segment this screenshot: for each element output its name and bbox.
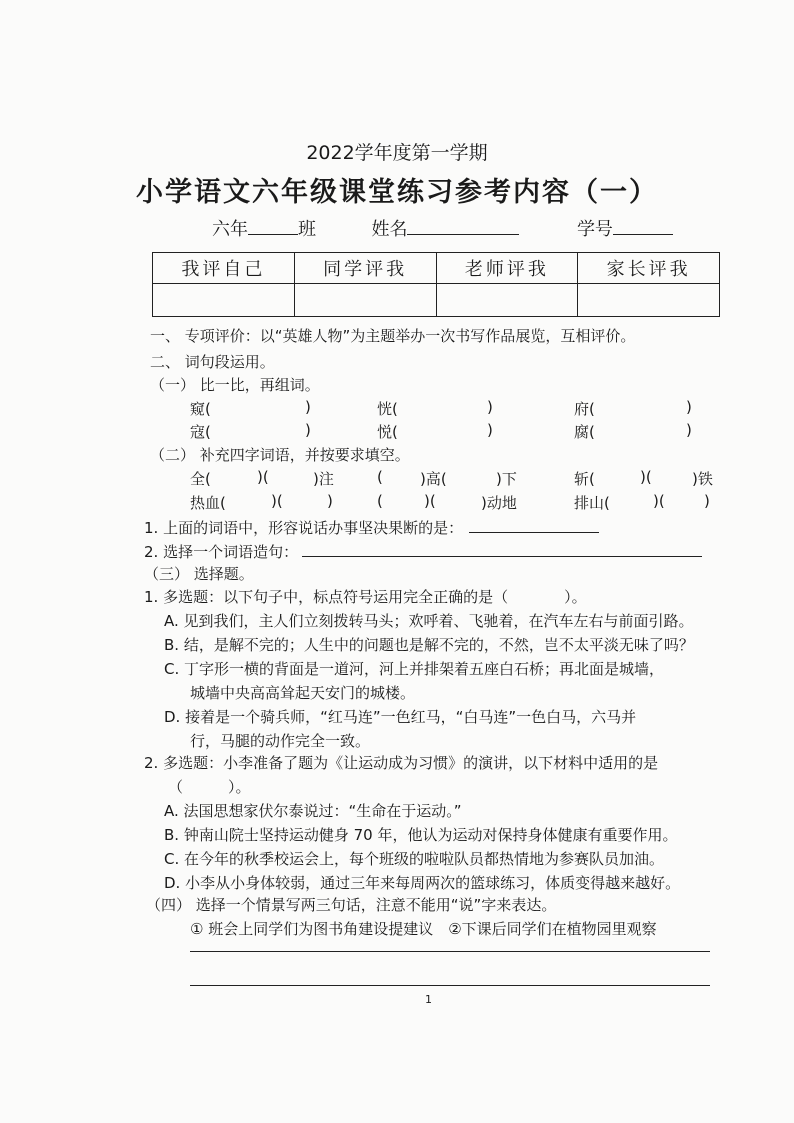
part-3-question-1-end: ）。 xyxy=(564,588,587,606)
p1-r2-c2-open: 悦( xyxy=(377,423,398,441)
p2-r2-seg8: )( xyxy=(653,492,665,510)
eval-peer-cell[interactable] xyxy=(294,284,436,317)
section-1-text: 一、 专项评价：以“英雄人物”为主题举办一次书写作品展览，互相评价。 xyxy=(150,327,636,345)
q2-option-b: B. 钟南山院士坚持运动健身 70 年，他认为运动对保持身体健康有重要作用。 xyxy=(164,826,678,844)
p1-r2-c1-open: 寇( xyxy=(190,423,211,441)
name-label: 姓名 xyxy=(371,219,408,240)
answer-line-4-1[interactable] xyxy=(190,951,710,952)
eval-teacher-header: 老师评我 xyxy=(436,253,578,284)
part-3-question-1-text: 1. 多选题：以下句子中，标点符号运用完全正确的是（ xyxy=(144,588,509,606)
evaluation-header-row xyxy=(153,253,720,284)
p2-r1-seg7: 斩( xyxy=(574,470,595,488)
part-2-question-1 xyxy=(144,517,599,538)
part-4-title: （四） 选择一个情景写两三句话，注意不能用“说”字来表达。 xyxy=(146,896,557,914)
p2-r1-seg2: )( xyxy=(257,468,269,486)
answer-line-2-1[interactable] xyxy=(469,518,599,533)
part-2-title: （二） 补充四字词语，并按要求填空。 xyxy=(150,446,410,464)
student-info-line xyxy=(212,215,673,241)
page-number: 1 xyxy=(425,993,432,1006)
part-2-question-2 xyxy=(144,541,702,562)
q2-option-a: A. 法国思想家伏尔泰说过：“生命在于运动。” xyxy=(164,802,462,820)
eval-peer-header: 同学评我 xyxy=(294,253,436,284)
p2-r1-seg3: )注 xyxy=(313,470,334,488)
answer-line-4-2[interactable] xyxy=(190,985,710,986)
p2-r1-seg6: )下 xyxy=(496,470,517,488)
p2-r2-seg9: ) xyxy=(704,492,710,510)
q2-option-d: D. 小李从小身体较弱，通过三年来每周两次的篮球练习，体质变得越来越好。 xyxy=(164,874,681,892)
p2-r1-seg9: )铁 xyxy=(692,470,713,488)
part-3-title: （三） 选择题。 xyxy=(144,565,254,583)
part-3-question-2-blank[interactable]: （ ）。 xyxy=(168,778,251,796)
p1-r1-c3-close: ) xyxy=(686,398,692,416)
part-3-question-2: 2. 多选题：小李准备了题为《让运动成为习惯》的演讲，以下材料中适用的是 xyxy=(144,754,659,772)
p1-r1-c3-open: 府( xyxy=(574,400,595,418)
id-label: 学号 xyxy=(576,219,613,240)
p1-r1-c2-open: 恍( xyxy=(377,400,398,418)
p1-r2-c3-open: 腐( xyxy=(574,423,595,441)
p1-r1-c1-open: 窥( xyxy=(190,400,211,418)
part-1-title: （一） 比一比，再组词。 xyxy=(150,376,320,394)
eval-self-cell[interactable] xyxy=(153,284,295,317)
q1-option-a: A. 见到我们，主人们立刻拨转马头；欢呼着、飞驰着，在汽车左右与前面引路。 xyxy=(164,612,694,630)
p2-r1-seg8: )( xyxy=(640,468,652,486)
p2-r1-seg4: ( xyxy=(377,468,383,486)
name-field[interactable] xyxy=(407,218,519,235)
evaluation-table xyxy=(152,252,720,317)
p1-r1-c2-close: ) xyxy=(487,398,493,416)
evaluation-blank-row xyxy=(153,284,720,317)
part-2-question-1-text: 1. 上面的词语中，形容说话办事坚决果断的是： xyxy=(144,519,464,537)
exam-title: 小学语文六年级课堂练习参考内容（一） xyxy=(136,177,658,208)
q1-option-b: B. 结，是解不完的；人生中的问题也是解不完的，不然，岂不太平淡无味了吗？ xyxy=(164,636,694,654)
p1-r1-c1-close: ) xyxy=(305,398,311,416)
p2-r2-seg6: )动地 xyxy=(481,494,517,512)
p2-r2-seg2: )( xyxy=(271,492,283,510)
p1-r2-c2-close: ) xyxy=(487,421,493,439)
p1-r2-c1-close: ) xyxy=(305,421,311,439)
p2-r2-seg5: )( xyxy=(424,492,436,510)
q2-option-c: C. 在今年的秋季校运会上，每个班级的啦啦队员都热情地为参赛队员加油。 xyxy=(164,850,665,868)
exam-subtitle: 2022学年度第一学期 xyxy=(306,142,488,164)
eval-self-header: 我评自己 xyxy=(153,253,295,284)
part-2-question-2-text: 2. 选择一个词语造句： xyxy=(144,543,299,561)
class-field[interactable] xyxy=(248,218,298,235)
p2-r2-seg3: ) xyxy=(327,492,333,510)
p1-r2-c3-close: ) xyxy=(686,421,692,439)
eval-parent-cell[interactable] xyxy=(578,284,720,317)
id-field[interactable] xyxy=(613,218,673,235)
grade-label: 六年 xyxy=(212,219,248,240)
p2-r2-seg7: 排山( xyxy=(574,494,610,512)
p2-r2-seg1: 热血( xyxy=(190,494,226,512)
eval-parent-header: 家长评我 xyxy=(578,253,720,284)
p2-r2-seg4: ( xyxy=(377,492,383,510)
p2-r1-seg5: )高( xyxy=(420,470,447,488)
section-2-title: 二、 词句段运用。 xyxy=(150,353,275,371)
q1-option-c-cont: 城墙中央高高耸起天安门的城楼。 xyxy=(190,684,416,702)
q1-option-d-cont: 行，马腿的动作完全一致。 xyxy=(190,732,371,750)
p2-r1-seg1: 全( xyxy=(190,470,211,488)
part-4-options: ① 班会上同学们为图书角建设提建议 ②下课后同学们在植物园里观察 xyxy=(190,920,657,938)
eval-teacher-cell[interactable] xyxy=(436,284,578,317)
class-label: 班 xyxy=(298,219,316,240)
q1-option-c: C. 丁字形一横的背面是一道河，河上并排架着五座白石桥；再北面是城墙， xyxy=(164,660,665,678)
answer-line-2-2[interactable] xyxy=(302,542,702,557)
part-3-question-1 xyxy=(144,586,587,607)
q1-option-d: D. 接着是一个骑兵师，“红马连”一色红马，“白马连”一色白马，六马并 xyxy=(164,708,637,726)
